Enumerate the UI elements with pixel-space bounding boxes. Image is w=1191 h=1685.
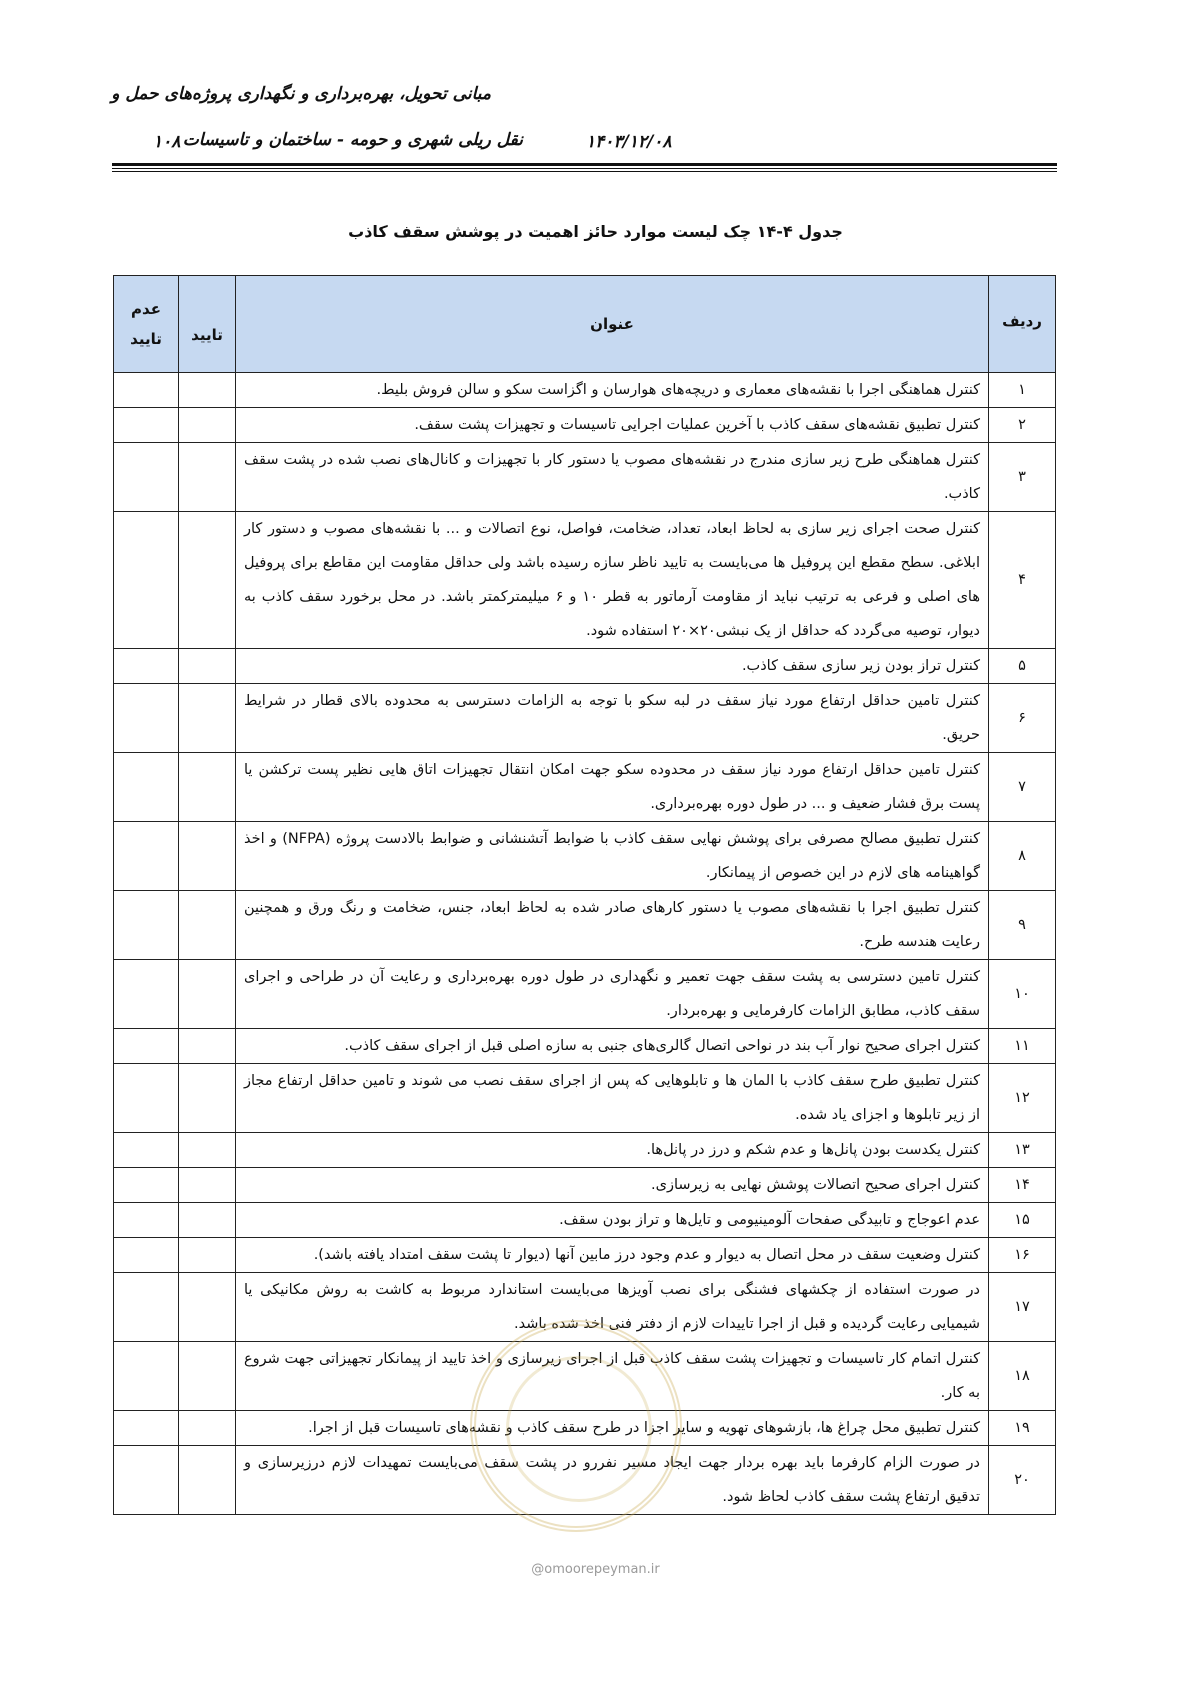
reject-cell[interactable] <box>114 753 179 822</box>
row-number: ۱ <box>989 373 1056 408</box>
table-row <box>114 1238 1056 1273</box>
row-title: در صورت استفاده از چکشهای فشنگی برای نصب آویزها می‌بایست استاندارد مربوط به کاشت به روش مکانیکی یا شیمیایی رعایت گردیده و قبل از اجرا تاییدات لازم از دفتر فنی اخذ شده باشد. <box>236 1273 989 1342</box>
table-row <box>114 408 1056 443</box>
header-rule-thick <box>112 163 1057 166</box>
row-number: ۲ <box>989 408 1056 443</box>
row-title: کنترل تطبیق طرح سقف کاذب با المان ها و تابلوهایی که پس از اجرای سقف نصب می شوند و تامین حداقل ارتفاع مجاز از زیر تابلوها و اجزای یاد شده. <box>236 1064 989 1133</box>
row-title: کنترل تامین حداقل ارتفاع مورد نیاز سقف در لبه سکو با توجه به الزامات دسترسی به محدوده بالای قطار در شرایط حریق. <box>236 684 989 753</box>
table-row <box>114 373 1056 408</box>
table-row <box>114 1342 1056 1411</box>
table-row <box>114 822 1056 891</box>
approve-cell[interactable] <box>179 649 236 684</box>
row-title: کنترل اتمام کار تاسیسات و تجهیزات پشت سقف کاذب قبل از اجرای زیرسازی و اخذ تایید از پیمانکار تجهیزاتی جهت شروع به کار. <box>236 1342 989 1411</box>
reject-cell[interactable] <box>114 373 179 408</box>
reject-cell[interactable] <box>114 960 179 1029</box>
row-title: کنترل هماهنگی طرح زیر سازی مندرج در نقشه‌های مصوب یا دستور کار با تجهیزات و کانال‌های نصب شده در پشت سقف کاذب. <box>236 443 989 512</box>
table-row <box>114 891 1056 960</box>
row-number: ۱۸ <box>989 1342 1056 1411</box>
reject-cell[interactable] <box>114 684 179 753</box>
row-number: ۱۳ <box>989 1133 1056 1168</box>
reject-cell[interactable] <box>114 1273 179 1342</box>
reject-cell[interactable] <box>114 891 179 960</box>
table-row <box>114 512 1056 649</box>
reject-cell[interactable] <box>114 1446 179 1515</box>
row-number: ۱۴ <box>989 1168 1056 1203</box>
approve-cell[interactable] <box>179 443 236 512</box>
approve-cell[interactable] <box>179 1168 236 1203</box>
row-title: کنترل تطبیق نقشه‌های سقف کاذب با آخرین عملیات اجرایی تاسیسات و تجهیزات پشت سقف. <box>236 408 989 443</box>
approve-cell[interactable] <box>179 1064 236 1133</box>
table-body <box>114 373 1056 1515</box>
header-date: ۱۴۰۳/۱۲/۰۸ <box>586 132 672 152</box>
row-title: کنترل اجرای صحیح اتصالات پوشش نهایی به زیرسازی. <box>236 1168 989 1203</box>
table-header-row <box>114 276 1056 373</box>
row-title: کنترل تامین حداقل ارتفاع مورد نیاز سقف در محدوده سکو جهت امکان انتقال تجهیزات اتاق هایی نظیر پست ترکشن یا پست برق فشار ضعیف و ... در طول دوره بهره‌برداری. <box>236 753 989 822</box>
row-number: ۲۰ <box>989 1446 1056 1515</box>
approve-cell[interactable] <box>179 1342 236 1411</box>
approve-cell[interactable] <box>179 408 236 443</box>
approve-cell[interactable] <box>179 1203 236 1238</box>
table-row <box>114 1446 1056 1515</box>
row-number: ۱۰ <box>989 960 1056 1029</box>
header-rule-thin-2 <box>112 171 1057 172</box>
approve-cell[interactable] <box>179 960 236 1029</box>
table-row <box>114 1029 1056 1064</box>
watermark-url: @omoorepeyman.ir <box>531 1562 660 1577</box>
approve-cell[interactable] <box>179 891 236 960</box>
approve-cell[interactable] <box>179 1029 236 1064</box>
header-rule-thin-1 <box>112 168 1057 169</box>
header-row-number: ردیف <box>989 276 1056 373</box>
approve-cell[interactable] <box>179 512 236 649</box>
row-title: عدم اعوجاج و تابیدگی صفحات آلومینیومی و تایل‌ها و تراز بودن سقف. <box>236 1203 989 1238</box>
header-title: عنوان <box>236 276 989 373</box>
row-number: ۱۹ <box>989 1411 1056 1446</box>
page-number: ۱۰۸ <box>153 132 181 152</box>
table-row <box>114 1133 1056 1168</box>
approve-cell[interactable] <box>179 1446 236 1515</box>
row-title: کنترل صحت اجرای زیر سازی به لحاظ ابعاد، تعداد، ضخامت، فواصل، نوع اتصالات و ... با نقشه‌های مصوب و دستور کار ابلاغی. سطح مقطع این پروفیل ها می‌بایست به تایید ناظر سازه رسیده باشد ولی حداقل مقاومت این مقاطع برای پروفیل های اصلی و فرعی به ترتیب نباید از مقاومت آرماتور به قطر ۱۰ و ۶ میلیمترکمتر باشد. در محل برخورد سقف کاذب به دیوار، توصیه می‌گردد که حداقل از یک نبشی۲۰×۲۰ استفاده شود. <box>236 512 989 649</box>
table-row <box>114 1064 1056 1133</box>
table-row <box>114 684 1056 753</box>
row-title: کنترل تامین دسترسی به پشت سقف جهت تعمیر و نگهداری در طول دوره بهره‌برداری و رعایت آن در طراحی و اجرای سقف کاذب، مطابق الزامات کارفرمایی و بهره‌بردار. <box>236 960 989 1029</box>
reject-cell[interactable] <box>114 649 179 684</box>
header-approve: تایید <box>179 276 236 373</box>
approve-cell[interactable] <box>179 1411 236 1446</box>
row-number: ۴ <box>989 512 1056 649</box>
row-number: ۳ <box>989 443 1056 512</box>
table-row <box>114 1203 1056 1238</box>
row-number: ۱۱ <box>989 1029 1056 1064</box>
reject-cell[interactable] <box>114 512 179 649</box>
table-row <box>114 753 1056 822</box>
reject-cell[interactable] <box>114 1168 179 1203</box>
row-number: ۸ <box>989 822 1056 891</box>
header-title-line1: مبانی تحویل، بهره‌برداری و نگهداری پروژه‌های حمل و <box>111 84 491 104</box>
reject-cell[interactable] <box>114 1064 179 1133</box>
reject-cell[interactable] <box>114 822 179 891</box>
row-title: کنترل اجرای صحیح نوار آب بند در نواحی اتصال گالری‌های جنبی به سازه اصلی قبل از اجرای سقف کاذب. <box>236 1029 989 1064</box>
row-number: ۱۲ <box>989 1064 1056 1133</box>
approve-cell[interactable] <box>179 373 236 408</box>
table-row <box>114 1168 1056 1203</box>
row-number: ۱۵ <box>989 1203 1056 1238</box>
checklist-table <box>113 275 1056 1515</box>
row-title: در صورت الزام کارفرما باید بهره بردار جهت ایجاد مسیر نفررو در پشت سقف می‌بایست تمهیدات لازم درزیرسازی و تدقیق ارتفاع پشت سقف کاذب لحاظ شود. <box>236 1446 989 1515</box>
reject-cell[interactable] <box>114 408 179 443</box>
row-number: ۱۶ <box>989 1238 1056 1273</box>
approve-cell[interactable] <box>179 1238 236 1273</box>
reject-cell[interactable] <box>114 443 179 512</box>
reject-cell[interactable] <box>114 1238 179 1273</box>
header-title-line2: نقل ریلی شهری و حومه - ساختمان و تاسیسات <box>182 130 523 150</box>
header-reject: عدم تایید <box>114 276 179 373</box>
approve-cell[interactable] <box>179 822 236 891</box>
row-title: کنترل وضعیت سقف در محل اتصال به دیوار و عدم وجود درز مابین آنها (دیوار تا پشت سقف امتداد یافته باشد). <box>236 1238 989 1273</box>
table-row <box>114 649 1056 684</box>
row-number: ۶ <box>989 684 1056 753</box>
table-caption: جدول ۴-۱۴ چک لیست موارد حائز اهمیت در پوشش سقف کاذب <box>348 222 843 241</box>
row-number: ۱۷ <box>989 1273 1056 1342</box>
approve-cell[interactable] <box>179 684 236 753</box>
row-title: کنترل تطبیق محل چراغ ها، بازشوهای تهویه و سایر اجزا در طرح سقف کاذب و نقشه‌های تاسیسات قبل از اجرا. <box>236 1411 989 1446</box>
approve-cell[interactable] <box>179 1273 236 1342</box>
row-title: کنترل تراز بودن زیر سازی سقف کاذب. <box>236 649 989 684</box>
table-row <box>114 443 1056 512</box>
row-title: کنترل تطبیق اجرا با نقشه‌های مصوب یا دستور کارهای صادر شده به لحاظ ابعاد، جنس، ضخامت و رنگ ورق و همچنین رعایت هندسه طرح. <box>236 891 989 960</box>
reject-cell[interactable] <box>114 1411 179 1446</box>
reject-cell[interactable] <box>114 1203 179 1238</box>
row-number: ۹ <box>989 891 1056 960</box>
reject-cell[interactable] <box>114 1133 179 1168</box>
approve-cell[interactable] <box>179 753 236 822</box>
row-title: کنترل یکدست بودن پانل‌ها و عدم شکم و درز در پانل‌ها. <box>236 1133 989 1168</box>
row-title: کنترل تطبیق مصالح مصرفی برای پوشش نهایی سقف کاذب با ضوابط آتشنشانی و ضوابط بالادست پروژه (NFPA) و اخذ گواهینامه های لازم در این خصوص از پیمانکار. <box>236 822 989 891</box>
table-row <box>114 960 1056 1029</box>
reject-cell[interactable] <box>114 1342 179 1411</box>
row-number: ۷ <box>989 753 1056 822</box>
table-row <box>114 1273 1056 1342</box>
reject-cell[interactable] <box>114 1029 179 1064</box>
table-row <box>114 1411 1056 1446</box>
row-title: کنترل هماهنگی اجرا با نقشه‌های معماری و دریچه‌های هوارسان و اگزاست سکو و سالن فروش بلیط. <box>236 373 989 408</box>
approve-cell[interactable] <box>179 1133 236 1168</box>
row-number: ۵ <box>989 649 1056 684</box>
